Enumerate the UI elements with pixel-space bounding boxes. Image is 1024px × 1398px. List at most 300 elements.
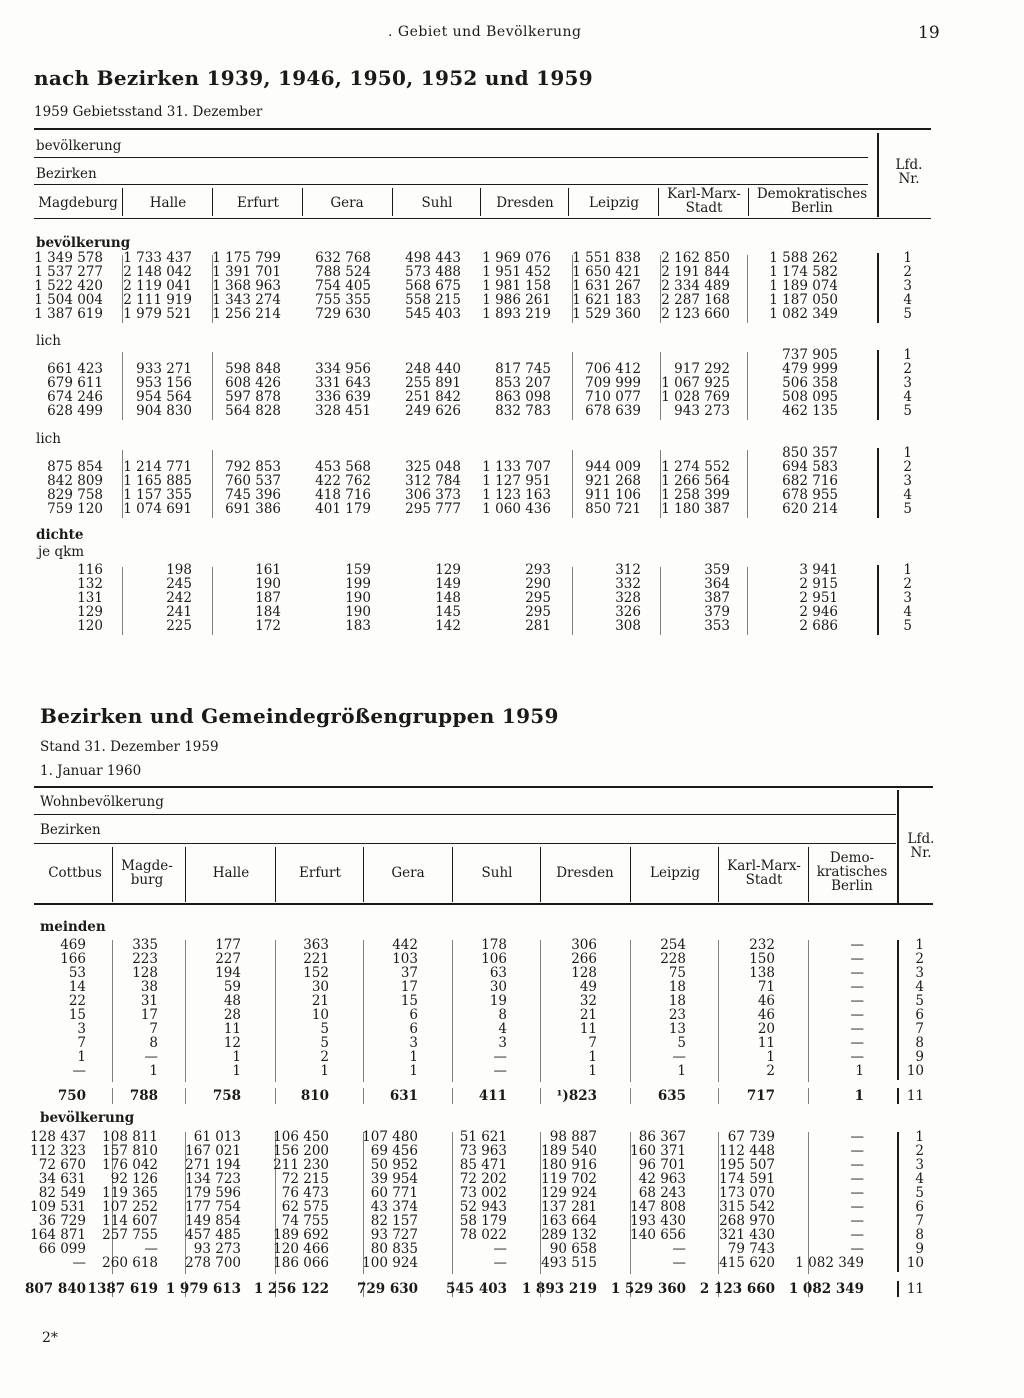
table-cell: 1 060 436 (482, 501, 551, 517)
table-cell: 30 (311, 979, 329, 995)
table-cell: 1 504 004 (34, 292, 103, 308)
table-cell: 1 979 521 (123, 306, 192, 322)
table-cell: 479 999 (782, 361, 838, 377)
table-cell: 829 758 (47, 487, 103, 503)
table-cell: 953 156 (136, 375, 192, 391)
table-cell: 187 (255, 590, 281, 606)
table-cell: 79 743 (727, 1241, 775, 1257)
table-cell: 709 999 (585, 375, 641, 391)
table-cell: 50 952 (370, 1157, 418, 1173)
table-cell: 52 943 (459, 1199, 507, 1215)
table-cell: — (850, 965, 864, 981)
table-cell: 184 (255, 604, 281, 620)
table-cell: 7 (588, 1035, 597, 1051)
table-cell: 558 215 (405, 292, 461, 308)
table-cell: 179 596 (185, 1185, 241, 1201)
table-cell: 82 157 (370, 1213, 418, 1229)
table-cell: 2 686 (799, 618, 838, 634)
row-number: 2 (903, 459, 912, 475)
table-cell: 678 955 (782, 487, 838, 503)
row-number: 3 (915, 1157, 924, 1173)
table-cell: 106 450 (273, 1129, 329, 1145)
table-cell: 694 583 (782, 459, 838, 475)
table-cell: 241 (166, 604, 192, 620)
row-number: 2 (915, 1143, 924, 1159)
total-cell: 1 529 360 (610, 1281, 686, 1297)
row-number: 2 (903, 576, 912, 592)
section-label: dichte (36, 527, 84, 543)
table-cell: 18 (668, 979, 686, 995)
table-cell: 189 692 (273, 1227, 329, 1243)
table-cell: 66 099 (38, 1241, 86, 1257)
row-number: 3 (915, 965, 924, 981)
row-number: 9 (915, 1241, 924, 1257)
table-cell: 5 (320, 1021, 329, 1037)
table-cell: 107 480 (362, 1129, 418, 1145)
table-cell: 128 (571, 965, 597, 981)
table-cell: 39 954 (370, 1171, 418, 1187)
column-header: Gera (391, 865, 425, 881)
total-cell: ¹)823 (556, 1088, 597, 1104)
table-cell: 3 (409, 1035, 418, 1051)
table-cell: 112 323 (30, 1143, 86, 1159)
table-cell: 12 (223, 1035, 241, 1051)
table-cell: 745 396 (225, 487, 281, 503)
table-cell: 116 (77, 562, 103, 578)
table-cell: 2 334 489 (661, 278, 730, 294)
table-cell: 120 466 (273, 1241, 329, 1257)
table-cell: 93 273 (193, 1241, 241, 1257)
table-cell: — (850, 1199, 864, 1215)
table2-title: Bezirken und Gemeindegrößengruppen 1959 (40, 704, 559, 728)
table-cell: 100 924 (362, 1255, 418, 1271)
table-cell: 147 808 (630, 1199, 686, 1215)
table-cell: 183 (345, 618, 371, 634)
table-cell: 1 621 183 (572, 292, 641, 308)
table-cell: 295 (525, 590, 551, 606)
table-cell: 245 (166, 576, 192, 592)
table-cell: 336 639 (315, 389, 371, 405)
table-cell: 249 626 (405, 403, 461, 419)
table-cell: 1 274 552 (661, 459, 730, 475)
table2-lfd-header: Lfd. Nr. (907, 831, 935, 861)
table-cell: 159 (345, 562, 371, 578)
table-cell: 1 214 771 (123, 459, 192, 475)
column-header: Erfurt (237, 195, 279, 211)
table-cell: — (672, 1255, 686, 1271)
table-cell: 597 878 (225, 389, 281, 405)
row-number: 3 (903, 278, 912, 294)
table-cell: — (72, 1255, 86, 1271)
table-cell: — (850, 1143, 864, 1159)
table-cell: 3 (77, 1021, 86, 1037)
table-cell: 2 111 919 (123, 292, 192, 308)
row-number: 5 (915, 993, 924, 1009)
table-cell: 674 246 (47, 389, 103, 405)
table-cell: 321 430 (719, 1227, 775, 1243)
table-cell: 1 (855, 1063, 864, 1079)
total-cell: 635 (657, 1088, 686, 1104)
table-cell: 228 (660, 951, 686, 967)
table-cell: 108 811 (102, 1129, 158, 1145)
column-header: Cottbus (48, 865, 102, 881)
table-cell: 608 426 (225, 375, 281, 391)
table-cell: 1 187 050 (769, 292, 838, 308)
column-header: Dresden (556, 865, 614, 881)
table-cell: 453 568 (315, 459, 371, 475)
table-cell: 114 607 (102, 1213, 158, 1229)
table-cell: 328 (615, 590, 641, 606)
table-cell: 174 591 (719, 1171, 775, 1187)
table-cell: 177 754 (185, 1199, 241, 1215)
table-cell: 11 (223, 1021, 241, 1037)
table-cell: 211 230 (273, 1157, 329, 1173)
row-number: 1 (903, 445, 912, 461)
table-cell: 23 (668, 1007, 686, 1023)
column-header: Dresden (496, 195, 554, 211)
table-cell: — (493, 1049, 507, 1065)
total-cell: 750 (57, 1088, 86, 1104)
table-cell: 863 098 (495, 389, 551, 405)
table-cell: 157 810 (102, 1143, 158, 1159)
table-cell: 13 (668, 1021, 686, 1037)
table-cell: 564 828 (225, 403, 281, 419)
table-cell: — (72, 1063, 86, 1079)
table-cell: — (493, 1255, 507, 1271)
table-cell: 1 733 437 (123, 250, 192, 266)
table-cell: — (850, 1049, 864, 1065)
table-cell: 308 (615, 618, 641, 634)
row-number: 7 (915, 1021, 924, 1037)
row-number: 5 (903, 501, 912, 517)
table-cell: 1 951 452 (482, 264, 551, 280)
table-cell: 325 048 (405, 459, 461, 475)
row-number: 4 (903, 389, 912, 405)
table-cell: 1 391 701 (212, 264, 281, 280)
table-cell: 5 (677, 1035, 686, 1051)
table-cell: 754 405 (315, 278, 371, 294)
table-cell: 254 (660, 937, 686, 953)
table-cell: 1 067 925 (661, 375, 730, 391)
table-cell: 74 755 (281, 1213, 329, 1229)
table2-subtitle-2: 1. Januar 1960 (40, 763, 142, 779)
table1-head-row1: bevölkerung (36, 138, 122, 154)
table-cell: 80 835 (370, 1241, 418, 1257)
table-cell: 661 423 (47, 361, 103, 377)
table-cell: 306 373 (405, 487, 461, 503)
table-cell: — (144, 1049, 158, 1065)
table-cell: 59 (223, 979, 241, 995)
table-cell: 194 (215, 965, 241, 981)
table-cell: 140 656 (630, 1227, 686, 1243)
row-number: 8 (915, 1035, 924, 1051)
table-cell: 853 207 (495, 375, 551, 391)
table-cell: 353 (704, 618, 730, 634)
table-cell: 335 (132, 937, 158, 953)
table-cell: 1 133 707 (482, 459, 551, 475)
table-cell: 278 700 (185, 1255, 241, 1271)
table-cell: 5 (320, 1035, 329, 1051)
table-cell: 1 174 582 (769, 264, 838, 280)
row-number: 4 (903, 487, 912, 503)
table-cell: 2 951 (799, 590, 838, 606)
table1-top-rule (34, 128, 931, 130)
table-cell: 506 358 (782, 375, 838, 391)
table-cell: 1 (766, 1049, 775, 1065)
table-cell: 568 675 (405, 278, 461, 294)
table-cell: 8 (149, 1035, 158, 1051)
table-cell: 17 (400, 979, 418, 995)
table-cell: 142 (435, 618, 461, 634)
total-cell: 1 256 122 (253, 1281, 329, 1297)
table-cell: 469 (60, 937, 86, 953)
table-cell: 760 537 (225, 473, 281, 489)
table-cell: 1 349 578 (34, 250, 103, 266)
table-cell: 98 887 (549, 1129, 597, 1145)
table-cell: 2 162 850 (661, 250, 730, 266)
table-cell: 1 368 963 (212, 278, 281, 294)
table-cell: 150 (749, 951, 775, 967)
table-cell: 90 658 (549, 1241, 597, 1257)
table-cell: 119 365 (102, 1185, 158, 1201)
table-cell: 268 970 (719, 1213, 775, 1229)
table-cell: 138 (749, 965, 775, 981)
table-cell: 34 631 (38, 1171, 86, 1187)
table-cell: 4 (498, 1021, 507, 1037)
table-cell: 31 (140, 993, 158, 1009)
table-cell: 221 (303, 951, 329, 967)
table-cell: 418 716 (315, 487, 371, 503)
column-header: Suhl (481, 865, 513, 881)
table-cell: — (850, 1241, 864, 1257)
total-cell: 729 630 (356, 1281, 418, 1297)
total-cell: 1 (854, 1088, 864, 1104)
table2-head-bottom-rule (34, 903, 933, 905)
table-cell: 92 126 (110, 1171, 158, 1187)
section-sublabel: je qkm (38, 544, 85, 560)
table-cell: 545 403 (405, 306, 461, 322)
table-cell: 8 (498, 1007, 507, 1023)
table-cell: 1 551 838 (572, 250, 641, 266)
table-cell: 164 871 (30, 1227, 86, 1243)
table-cell: 508 095 (782, 389, 838, 405)
table-cell: 167 021 (185, 1143, 241, 1159)
table-cell: 954 564 (136, 389, 192, 405)
table-cell: 93 727 (370, 1227, 418, 1243)
table-cell: 106 (481, 951, 507, 967)
table-cell: 46 (757, 1007, 775, 1023)
table-cell: 281 (525, 618, 551, 634)
table-cell: 129 (77, 604, 103, 620)
table-cell: 227 (215, 951, 241, 967)
row-number: 4 (915, 1171, 924, 1187)
row-number: 5 (903, 306, 912, 322)
row-number: 2 (903, 264, 912, 280)
table-cell: 875 854 (47, 459, 103, 475)
table2-top-rule (34, 786, 933, 788)
table-cell: 78 022 (459, 1227, 507, 1243)
table-cell: 792 853 (225, 459, 281, 475)
table-cell: — (850, 979, 864, 995)
table-cell: 180 916 (541, 1157, 597, 1173)
table-cell: 46 (757, 993, 775, 1009)
table-cell: 37 (400, 965, 418, 981)
row-number: 10 (906, 1255, 924, 1271)
table-cell: 331 643 (315, 375, 371, 391)
table-cell: 620 214 (782, 501, 838, 517)
table-cell: 119 702 (541, 1171, 597, 1187)
table-cell: 61 013 (193, 1129, 241, 1145)
table2-head-row2: Bezirken (40, 822, 101, 838)
table-cell: — (850, 1129, 864, 1145)
table1-head-rule1 (34, 157, 868, 158)
table-cell: 176 042 (102, 1157, 158, 1173)
table-cell: 832 783 (495, 403, 551, 419)
column-header: Leipzig (589, 195, 639, 211)
row-number: 6 (915, 1007, 924, 1023)
table-cell: 85 471 (459, 1157, 507, 1173)
column-header: Gera (330, 195, 364, 211)
table-cell: 53 (68, 965, 86, 981)
table-cell: 107 252 (102, 1199, 158, 1215)
table-cell: 312 784 (405, 473, 461, 489)
table-cell: 255 891 (405, 375, 461, 391)
table-cell: 706 412 (585, 361, 641, 377)
table-cell: 493 515 (541, 1255, 597, 1271)
table-cell: 190 (255, 576, 281, 592)
table-cell: 148 (435, 590, 461, 606)
table-cell: 628 499 (47, 403, 103, 419)
column-header: Halle (212, 865, 250, 881)
table-cell: 2 119 041 (123, 278, 192, 294)
total-cell: 545 403 (445, 1281, 507, 1297)
table-cell: 68 243 (638, 1185, 686, 1201)
table-cell: 295 777 (405, 501, 461, 517)
table-cell: — (850, 1213, 864, 1229)
table-cell: 1 175 799 (212, 250, 281, 266)
table-cell: 161 (255, 562, 281, 578)
column-header: Suhl (421, 195, 453, 211)
table-cell: 1 127 951 (482, 473, 551, 489)
total-cell: 807 840 (24, 1281, 86, 1297)
table-cell: 2 (766, 1063, 775, 1079)
total-cell: 717 (746, 1088, 775, 1104)
table-cell: 911 106 (585, 487, 641, 503)
table-cell: 19 (489, 993, 507, 1009)
table-cell: 1 650 421 (572, 264, 641, 280)
table1-lfd-header: Lfd. Nr. (895, 157, 923, 187)
table-cell: 678 639 (585, 403, 641, 419)
row-number: 6 (915, 1199, 924, 1215)
table-cell: — (850, 1007, 864, 1023)
table-cell: 248 440 (405, 361, 461, 377)
section-label: bevölkerung (40, 1110, 135, 1126)
table-cell: 21 (579, 1007, 597, 1023)
row-number: 4 (903, 292, 912, 308)
table-cell: 149 854 (185, 1213, 241, 1229)
table-cell: 72 670 (38, 1157, 86, 1173)
table-cell: 1 (588, 1049, 597, 1065)
row-number: 1 (903, 347, 912, 363)
table-cell: 160 371 (630, 1143, 686, 1159)
table-cell: 290 (525, 576, 551, 592)
table-cell: 334 956 (315, 361, 371, 377)
table1-head-bottom-rule (34, 218, 931, 219)
table-cell: 152 (303, 965, 329, 981)
table-cell: — (493, 1241, 507, 1257)
table-cell: 6 (409, 1007, 418, 1023)
table-cell: 729 630 (315, 306, 371, 322)
row-number: 4 (915, 979, 924, 995)
table-cell: 2 915 (799, 576, 838, 592)
table-cell: 96 701 (638, 1157, 686, 1173)
table-cell: 759 120 (47, 501, 103, 517)
table1-subtitle: 1959 Gebietsstand 31. Dezember (34, 104, 263, 120)
table2-head-row1: Wohnbevölkerung (40, 794, 164, 810)
table-cell: 177 (215, 937, 241, 953)
column-header: Leipzig (650, 865, 700, 881)
table-cell: 710 077 (585, 389, 641, 405)
table-cell: 251 842 (405, 389, 461, 405)
total-row-number: 11 (906, 1088, 924, 1104)
table-cell: 498 443 (405, 250, 461, 266)
row-number: 9 (915, 1049, 924, 1065)
table-cell: 131 (77, 590, 103, 606)
table-cell: 178 (481, 937, 507, 953)
table-cell: 573 488 (405, 264, 461, 280)
table-cell: 1 522 420 (34, 278, 103, 294)
section-label: lich (36, 431, 61, 447)
table-cell: 1 986 261 (482, 292, 551, 308)
table-cell: 38 (140, 979, 158, 995)
table-cell: 195 507 (719, 1157, 775, 1173)
table-cell: 112 448 (719, 1143, 775, 1159)
table-cell: 842 809 (47, 473, 103, 489)
row-number: 5 (903, 403, 912, 419)
total-cell: 2 123 660 (699, 1281, 775, 1297)
table-cell: 190 (345, 590, 371, 606)
total-cell: 1 082 349 (788, 1281, 864, 1297)
row-number: 2 (915, 951, 924, 967)
table-cell: 22 (68, 993, 86, 1009)
table-cell: 1 258 399 (661, 487, 730, 503)
table-cell: 1 (149, 1063, 158, 1079)
table-cell: 71 (757, 979, 775, 995)
table-cell: 86 367 (638, 1129, 686, 1145)
table-cell: 363 (303, 937, 329, 953)
table-cell: 737 905 (782, 347, 838, 363)
table-cell: 2 123 660 (661, 306, 730, 322)
table-cell: 1 (320, 1063, 329, 1079)
table-cell: 315 542 (719, 1199, 775, 1215)
table-cell: — (850, 993, 864, 1009)
table-cell: 1 631 267 (572, 278, 641, 294)
table-cell: — (850, 1227, 864, 1243)
table-cell: 257 755 (102, 1227, 158, 1243)
table-cell: 17 (140, 1007, 158, 1023)
column-header: Halle (149, 195, 187, 211)
table1-head-rule2 (34, 184, 868, 185)
total-cell: 1 979 613 (165, 1281, 241, 1297)
table2-subtitle-1: Stand 31. Dezember 1959 (40, 739, 219, 755)
table-cell: 917 292 (674, 361, 730, 377)
row-number: 5 (903, 618, 912, 634)
table-cell: 266 (571, 951, 597, 967)
table-cell: 36 729 (38, 1213, 86, 1229)
row-number: 8 (915, 1227, 924, 1243)
table-cell: 1 (232, 1049, 241, 1065)
table-cell: 2 191 844 (661, 264, 730, 280)
